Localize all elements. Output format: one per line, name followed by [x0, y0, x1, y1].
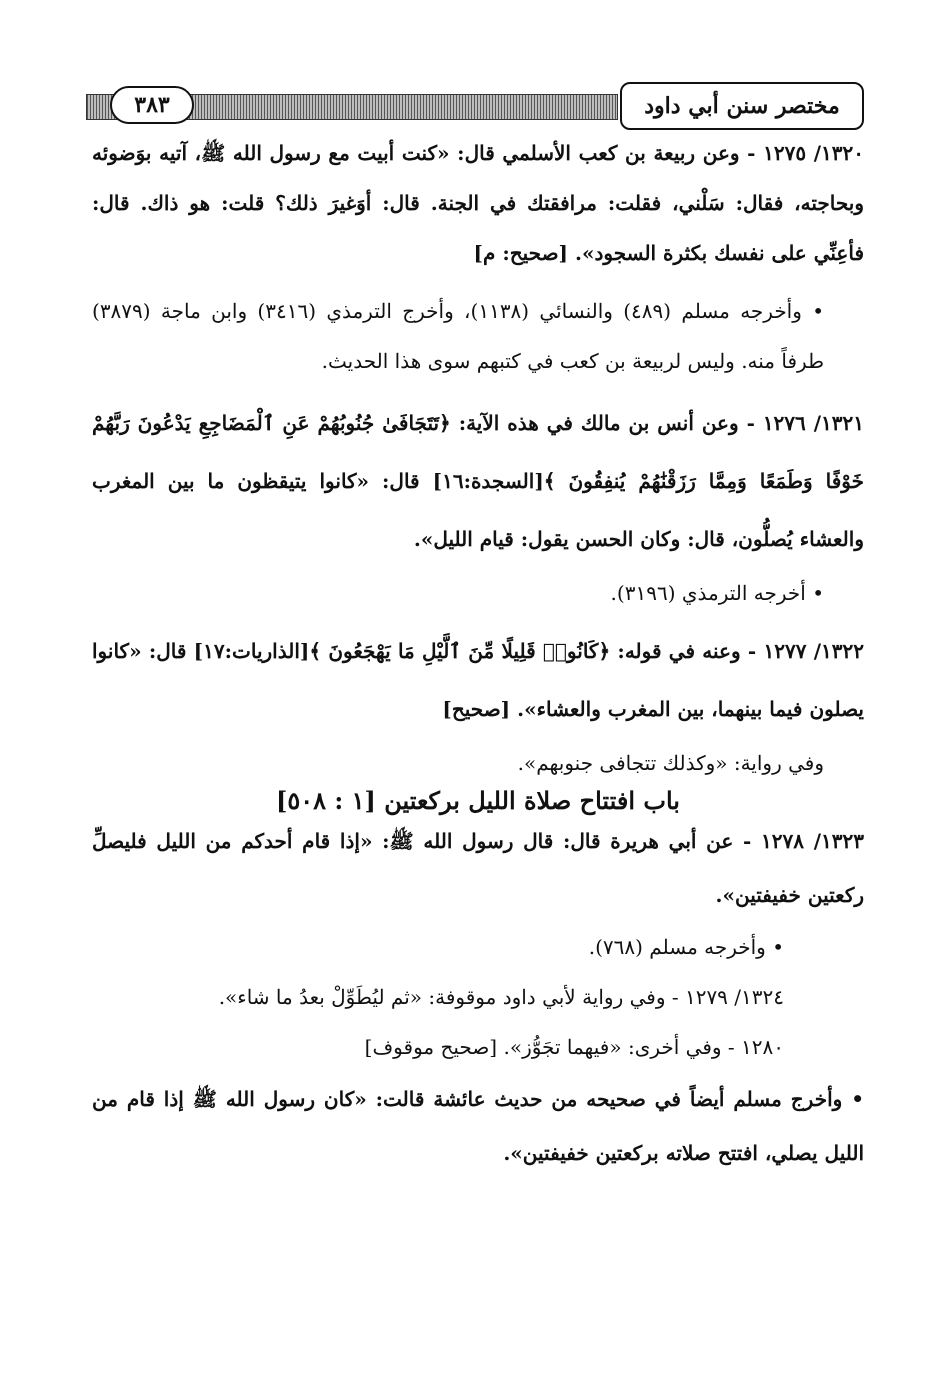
- hadith-1320: ١٣٢٠/ ١٢٧٥ - وعن ربيعة بن كعب الأسلمي قال: «كنت أبيت مع رسول الله ﷺ، آتيه بوَضوئه وبحاجته، فقال: سَلْني، فقلت: مرافقتك في الجنة. قال: أوَغيرَ ذلك؟ قلت: هو ذاك. قال: فأعِنِّي على نفسك بكثرة السجود». [صحيح: م]: [92, 141, 864, 265]
- riwaya-note: وفي رواية: «وكذلك تتجافى جنوبهم».: [517, 751, 824, 775]
- page-header: [86, 86, 864, 132]
- page-number: ٣٨٣: [110, 86, 194, 124]
- hadith-1321: ١٣٢١/ ١٢٧٦ - وعن أنس بن مالك في هذه الآية: ﴿تَتَجَافَىٰ جُنُوبُهُمْ عَنِ ٱلْمَضَاجِعِ يَدْعُونَ رَبَّهُمْ خَوْفًا وَطَمَعًا وَمِمَّا رَزَقْنَٰهُمْ يُنفِقُونَ ﴾[السجدة:١٦] قال: «كانوا يتيقظون ما بين المغرب والعشاء يُصلُّون، قال: وكان الحسن يقول: قيام الليل».: [92, 411, 865, 551]
- book-title: مختصر سنن أبي داود: [620, 82, 864, 130]
- hadith-1280: ١٢٨٠ - وفي أخرى: «فيهما تجَوُّز». [صحيح موقوف]: [364, 1035, 784, 1059]
- takhrij-note-1: • وأخرجه مسلم (٤٨٩) والنسائي (١١٣٨)، وأخرج الترمذي (٣٤١٦) وابن ماجة (٣٨٧٩) طرفاً منه. وليس لربيعة بن كعب في كتبهم سوى هذا الحديث.: [92, 299, 825, 373]
- takhrij-note-2: • أخرجه الترمذي (٣١٩٦).: [610, 581, 824, 605]
- hadith-1324: ١٣٢٤/ ١٢٧٩ - وفي رواية لأبي داود موقوفة: «ثم ليُطَوِّلْ بعدُ ما شاء».: [218, 985, 784, 1009]
- hadith-1322: ١٣٢٢/ ١٢٧٧ - وعنه في قوله: ﴿كَانُوا۟ قَلِيلًا مِّنَ ٱلَّيْلِ مَا يَهْجَعُونَ ﴾[الذاريات:١٧] قال: «كانوا يصلون فيما بينهما، بين المغرب والعشاء». [صحيح]: [92, 639, 865, 721]
- chapter-heading: باب افتتاح صلاة الليل بركعتين [١ : ٥٠٨]: [276, 786, 680, 815]
- takhrij-note-3: • وأخرجه مسلم (٧٦٨).: [588, 935, 784, 959]
- takhrij-note-4: • وأخرج مسلم أيضاً في صحيحه من حديث عائشة قالت: «كان رسول الله ﷺ إذا قام من الليل يصلي، افتتح صلاته بركعتين خفيفتين».: [92, 1087, 864, 1165]
- hadith-1323: ١٣٢٣/ ١٢٧٨ - عن أبي هريرة قال: قال رسول الله ﷺ: «إذا قام أحدكم من الليل فليصلِّ ركعتين خفيفتين».: [92, 829, 864, 907]
- page-body: [92, 128, 864, 1180]
